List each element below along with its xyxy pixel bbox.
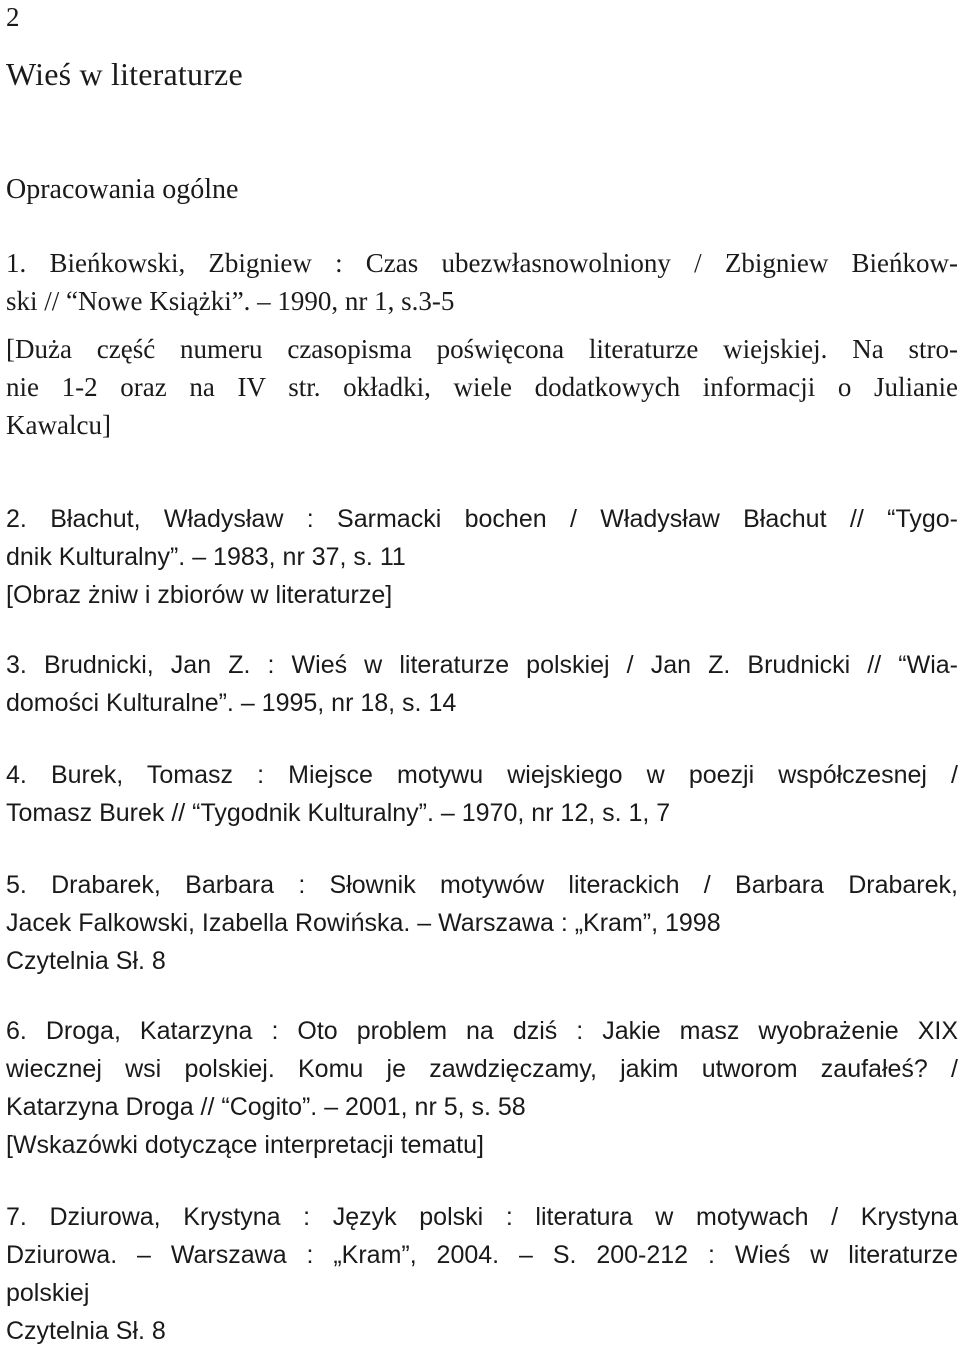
entry-line: Kawalcu] [6,410,111,440]
entry-line: Tomasz Burek // “Tygodnik Kulturalny”. – 1970, nr 12, s. 1, 7 [6,799,671,827]
entry-line: 3. Brudnicki, Jan Z. : Wieś w literaturze polskiej / Jan Z. Brudnicki // “Wia- [6,651,958,679]
entry-line: [Wskazówki dotyczące interpretacji tematu] [6,1131,484,1159]
bibliography-entry-3 [6,646,958,722]
entry-line: Katarzyna Droga // “Cogito”. – 2001, nr 5, s. 58 [6,1093,526,1121]
entry-line: 4. Burek, Tomasz : Miejsce motywu wiejskiego w poezji współczesnej / [6,761,958,789]
entry-line: dnik Kulturalny”. – 1983, nr 37, s. 11 [6,543,406,571]
page-title: Wieś w literaturze [6,56,243,92]
entry-line: wiecznej wsi polskiej. Komu je zawdzięczamy, jakim utworom zaufałeś? / [6,1055,958,1083]
page-number: 2 [6,2,20,32]
entry-line: [Obraz żniw i zbiorów w literaturze] [6,581,393,609]
bibliography-entry-2 [6,500,958,614]
entry-line: polskiej [6,1279,90,1307]
entry-line: 1. Bieńkowski, Zbigniew : Czas ubezwłasnowolniony / Zbigniew Bieńkow- [6,248,958,278]
entry-line: domości Kulturalne”. – 1995, nr 18, s. 14 [6,689,457,717]
entry-line: 2. Błachut, Władysław : Sarmacki bochen / Władysław Błachut // “Tygo- [6,505,958,533]
entry-line: Czytelnia Sł. 8 [6,947,166,975]
entry-line: 6. Droga, Katarzyna : Oto problem na dziś : Jakie masz wyobrażenie XIX [6,1017,958,1045]
bibliography-entry-6 [6,1012,958,1164]
entry-line: [Duża część numeru czasopisma poświęcona literaturze wiejskiej. Na stro- [6,334,958,364]
entry-line: Dziurowa. – Warszawa : „Kram”, 2004. – S. 200-212 : Wieś w literaturze [6,1241,958,1269]
bibliography-entry-1 [6,244,958,320]
bibliography-annotation-1 [6,330,958,444]
bibliography-entry-7 [6,1198,958,1350]
entry-line: 5. Drabarek, Barbara : Słownik motywów literackich / Barbara Drabarek, [6,871,958,899]
entry-line: Jacek Falkowski, Izabella Rowińska. – Warszawa : „Kram”, 1998 [6,909,721,937]
entry-line: 7. Dziurowa, Krystyna : Język polski : literatura w motywach / Krystyna [6,1203,958,1231]
bibliography-entry-4 [6,756,958,832]
entry-line: nie 1-2 oraz na IV str. okładki, wiele dodatkowych informacji o Julianie [6,372,958,402]
bibliography-entry-5 [6,866,958,980]
section-heading: Opracowania ogólne [6,174,239,205]
entry-line: ski // “Nowe Książki”. – 1990, nr 1, s.3-5 [6,286,455,316]
entry-line: Czytelnia Sł. 8 [6,1317,166,1345]
